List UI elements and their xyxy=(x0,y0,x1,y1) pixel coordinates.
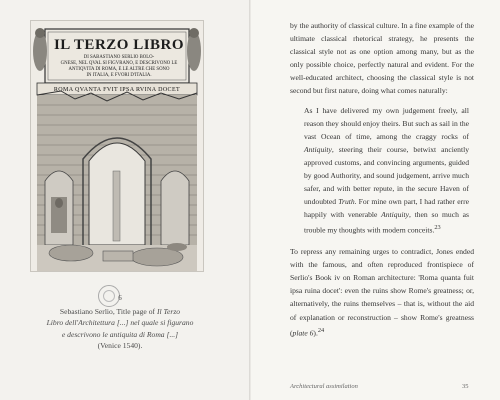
block-quote: As I have delivered my own judgement freely, all reason they should enjoy theirs. But such as sail in the vast Ocean of time, among the craggy rocks of Antiquity, steering their course, betwixt anciently approved customs, and convincing arguments, guided by good Authority, and sound judgement, arrive much safer, and with better repute, in the secure Haven of undoubted Truth. For mine own part, I had rather erre happily with venerable Antiquity, then so much as trouble my thoughts with modern conceits.$^{23}$ xyxy=(304,105,470,235)
running-head: Architectural assimilation xyxy=(290,383,358,390)
frontispiece-motto: ROMA QVANTA FVIT IPSA RVINA DOCET xyxy=(53,87,181,93)
frontispiece-subtitle: DI SABASTIANO SERLIO BOLO- GNESE, NEL QVAL SI FIGVRANO, E DESCRIVONO LE ANTIQVITA DI ROMA, E LE ALTRE CHE SONO IN ITALIA, E FVORI D'ITALIA. xyxy=(60,55,178,78)
book-gutter xyxy=(249,0,251,400)
frontispiece-title: IL TERZO LIBRO xyxy=(53,37,185,53)
figure-caption: 6 Sebastiano Serlio, Title page of Il Terzo Libro dell'Architettura [...] nel quale si figurano e descrivono le antiquita di Roma [...] (Venice 1540). xyxy=(40,293,200,352)
body-text xyxy=(290,19,474,339)
figure-number: 6 xyxy=(118,294,122,302)
footnote-ref: 24 xyxy=(317,326,325,334)
paragraph-1: by the authority of classical culture. In a fine example of the ultimate classical rhetorical strategy, he presents the classical style not as one option among many, but as the only possible choice, perfectly natural and evident. For the well-educated architect, choosing the classical style is not second but first nature, doing what comes naturally: xyxy=(290,21,474,96)
page-number: 35 xyxy=(462,383,469,390)
footnote-ref: 23 xyxy=(434,224,441,232)
paragraph-2: To repress any remaining urges to contradict, Jones ended with the famous, and often reproduced frontispiece of Serlio's Book iv on Roman architecture: 'Roma quanta fuit ipsa ruina docet': even the ruins show Rome's greatness; or, alternatively, the ruins themselves – that is, without the aid of explanation or reconstruction – show Rome's greatness (plate 6).$^{24}$ xyxy=(290,247,474,338)
frontispiece-image xyxy=(30,20,204,272)
